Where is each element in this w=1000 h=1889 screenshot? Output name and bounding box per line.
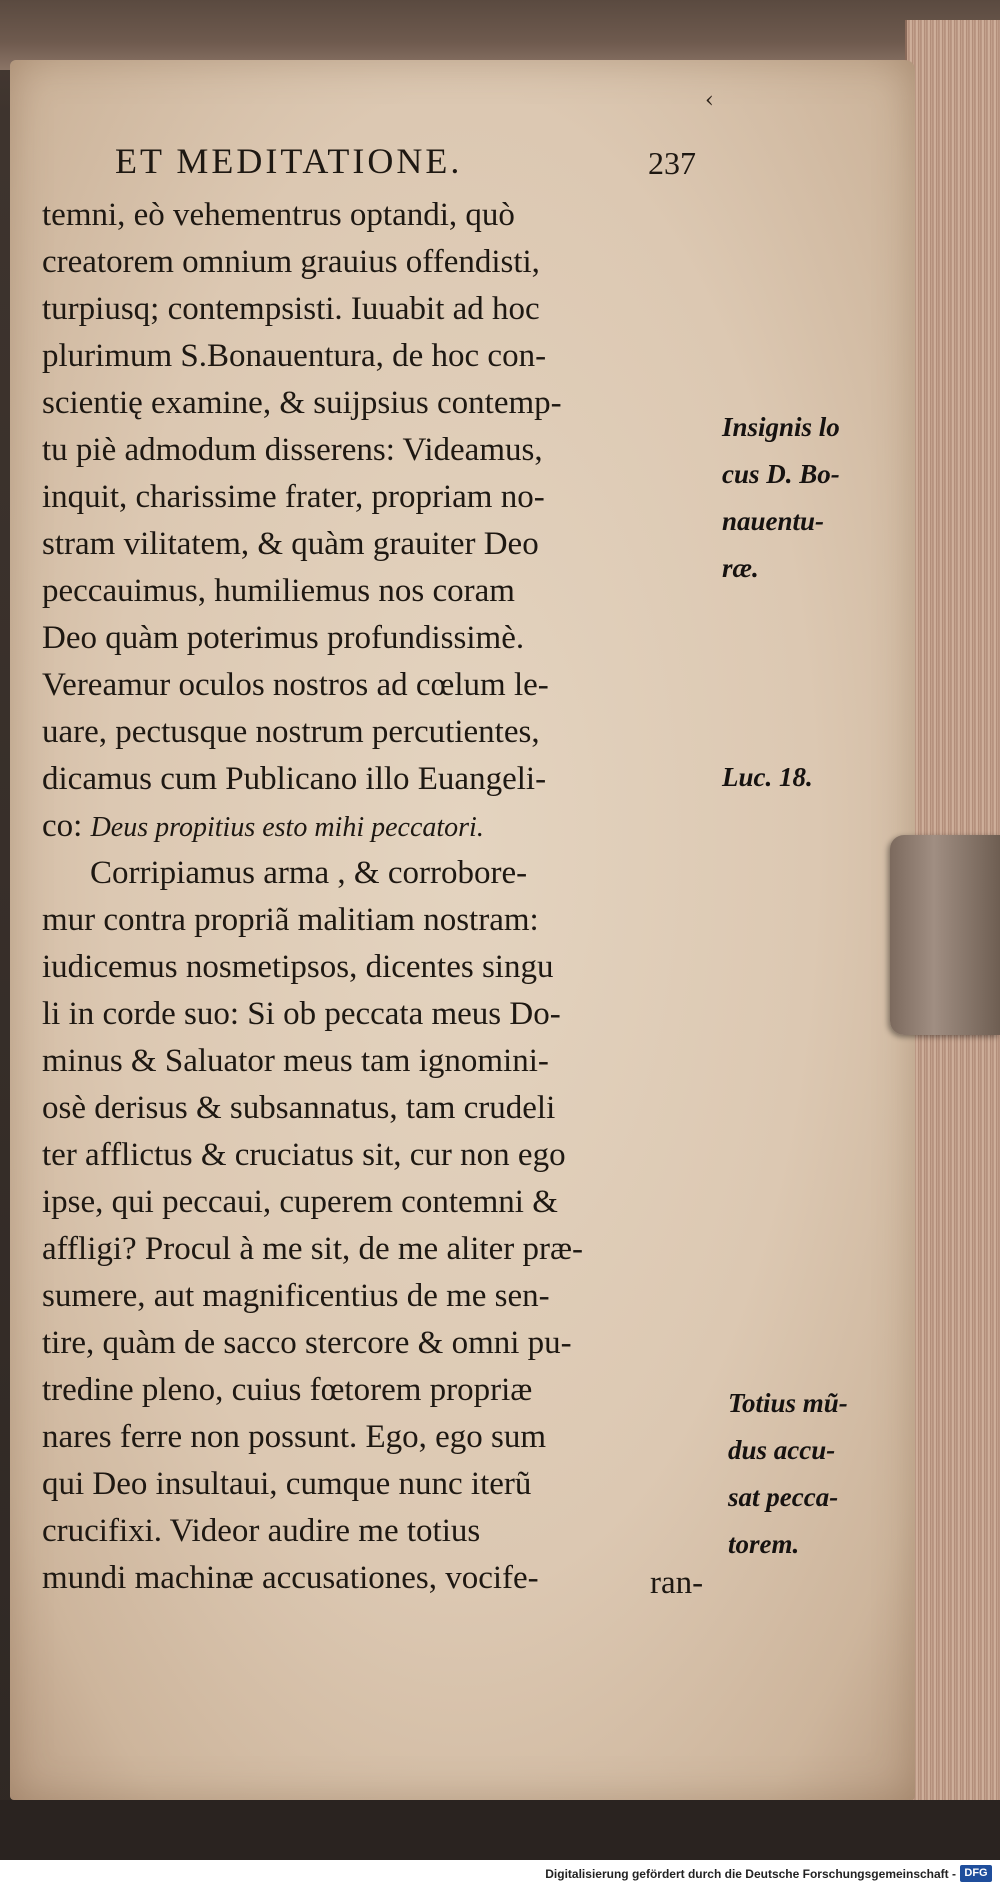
text-line: minus & Saluator meus tam ignomini- — [42, 1043, 549, 1079]
margin-note-line: Totius mũ- — [728, 1388, 848, 1418]
running-head: ET MEDITATIONE. — [115, 141, 463, 181]
text-line: peccauimus, humiliemus nos coram — [42, 573, 515, 609]
text-line: li in corde suo: Si ob peccata meus Do- — [42, 996, 561, 1032]
text-line: nares ferre non possunt. Ego, ego sum — [42, 1419, 547, 1455]
text-line: qui Deo insultaui, cumque nunc iterũ — [42, 1466, 532, 1502]
text-line: crucifixi. Videor audire me totius — [42, 1513, 481, 1549]
margin-note-line: Insignis lo — [722, 412, 840, 442]
text-line: ipse, qui peccaui, cuperem contemni & — [42, 1184, 558, 1220]
text-line: co: Deus propitius esto mihi peccatori. — [42, 808, 484, 844]
margin-note-line: nauentu- — [722, 506, 825, 536]
margin-note-luke — [722, 754, 813, 801]
text-line: ter afflictus & cruciatus sit, cur non ego — [42, 1137, 566, 1173]
scan-background — [0, 1800, 1000, 1860]
text-line: dicamus cum Publicano illo Euangeli- — [42, 761, 547, 797]
text-line: Vereamur oculos nostros ad cœlum le- — [42, 667, 549, 703]
margin-note-line: Luc. 18. — [722, 762, 813, 792]
text-line: turpiusq; contempsisti. Iuuabit ad hoc — [42, 291, 540, 327]
dfg-logo: DFG — [960, 1865, 992, 1882]
text-line: inquit, charissime frater, propriam no- — [42, 479, 545, 515]
margin-note-bonaventura — [722, 404, 840, 592]
text-line: affligi? Procul à me sit, de me aliter præ- — [42, 1231, 583, 1267]
quotation-italic: Deus propitius esto mihi peccatori. — [90, 812, 484, 843]
corner-mark: ‹ — [705, 88, 714, 113]
text-line: scientię examine, & suijpsius contemp- — [42, 385, 562, 421]
text-line: temni, eò vehementrus optandi, quò — [42, 197, 515, 233]
catchword: ran- — [650, 1565, 704, 1601]
text-line: uare, pectusque nostrum percutientes, — [42, 714, 540, 750]
bookmark-clasp — [890, 835, 1000, 1035]
text-line: tredine pleno, cuius fœtorem propriæ — [42, 1372, 533, 1408]
page-number: 237 — [648, 145, 696, 181]
text-line: iudicemus nosmetipsos, dicentes singu — [42, 949, 554, 985]
text-line: mundi machinæ accusationes, vocife- — [42, 1560, 539, 1596]
text-line: mur contra propriã malitiam nostram: — [42, 902, 539, 938]
text-line: creatorem omnium grauius offendisti, — [42, 244, 540, 280]
margin-note-line: torem. — [728, 1529, 800, 1559]
text-line: osè derisus & subsannatus, tam crudeli — [42, 1090, 556, 1126]
body-text — [42, 192, 732, 1602]
text-line: tire, quàm de sacco stercore & omni pu- — [42, 1325, 572, 1361]
margin-note-line: ræ. — [722, 553, 759, 583]
text-line: Deo quàm poterimus profundissimè. — [42, 620, 525, 656]
text-line: stram vilitatem, & quàm grauiter Deo — [42, 526, 539, 562]
text-line: sumere, aut magnificentius de me sen- — [42, 1278, 550, 1314]
text-line: tu piè admodum disserens: Videamus, — [42, 432, 543, 468]
text-line: Corripiamus arma , & corrobore- — [90, 855, 528, 891]
margin-note-line: sat pecca- — [728, 1482, 839, 1512]
margin-note-totius — [728, 1380, 848, 1568]
footer-credit: Digitalisierung gefördert durch die Deutsche Forschungsgemeinschaft - — [545, 1867, 956, 1881]
margin-note-line: cus D. Bo- — [722, 459, 840, 489]
text-line: plurimum S.Bonauentura, de hoc con- — [42, 338, 547, 374]
margin-note-line: dus accu- — [728, 1435, 836, 1465]
